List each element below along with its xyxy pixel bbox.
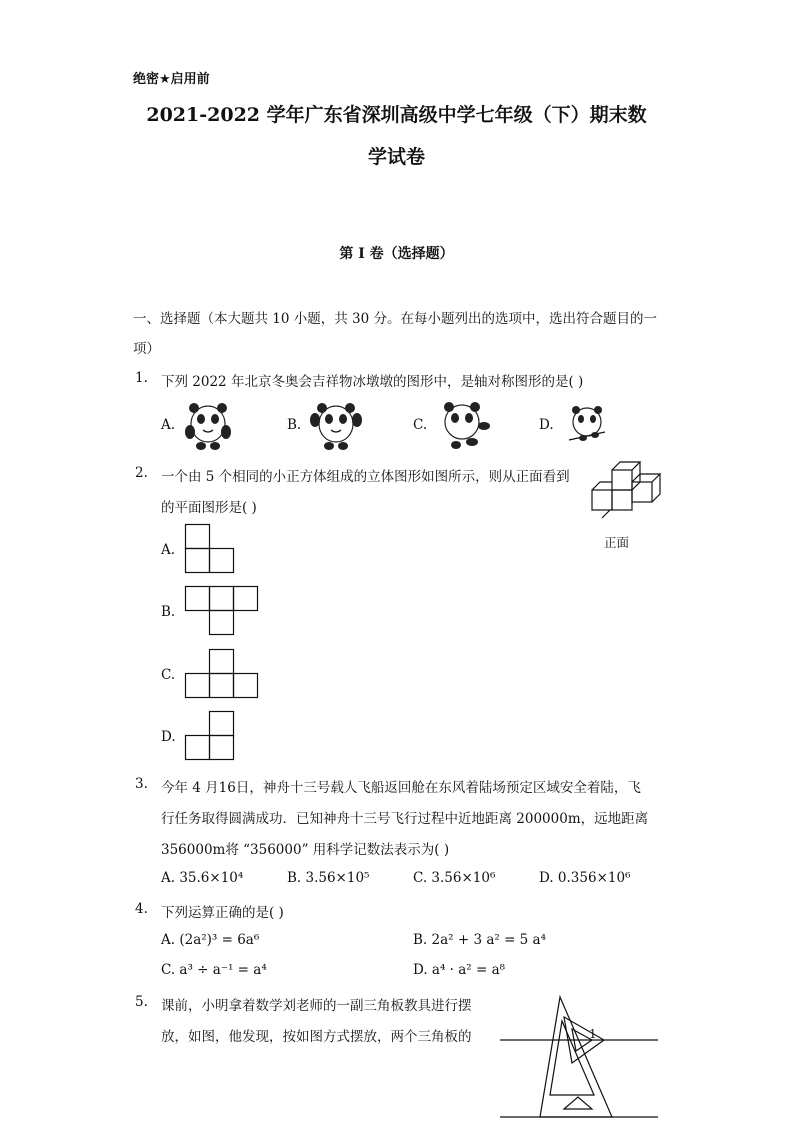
q3-option-d[interactable]: D. 0.356×10⁶ xyxy=(539,870,631,886)
q5-text-line1: 课前，小明拿着数学刘老师的一副三角板教具进行摆 xyxy=(161,998,472,1014)
q3-option-b[interactable]: B. 3.56×10⁵ xyxy=(287,870,370,886)
q5-triangle-figure xyxy=(500,995,660,1119)
q2-text-line2: 的平面图形是( ) xyxy=(161,500,257,516)
q2-option-d-figure xyxy=(185,711,235,761)
q4-option-d[interactable]: D. a⁴ · a² = a⁸ xyxy=(413,962,506,978)
q2-front-view-label: 正面 xyxy=(604,535,630,550)
q2-number: 2. xyxy=(135,465,148,481)
section-title: 第 I 卷（选择题） xyxy=(339,246,454,262)
q2-text-line1: 一个由 5 个相同的小正方体组成的立体图形如图所示，则从正面看到 xyxy=(161,469,570,485)
q4-option-b[interactable]: B. 2a² + 3 a² = 5 a⁴ xyxy=(413,932,547,948)
q4-option-a[interactable]: A. (2a²)³ = 6a⁶ xyxy=(161,932,260,948)
q4-text: 下列运算正确的是( ) xyxy=(161,905,284,921)
q2-option-c-label[interactable]: C. xyxy=(161,667,176,683)
q3-text-line2: 行任务取得圆满成功．已知神舟十三号飞行过程中近地距离 200000m，远地距离 xyxy=(161,811,649,827)
q3-option-c[interactable]: C. 3.56×10⁶ xyxy=(413,870,496,886)
exam-title-line2: 学试卷 xyxy=(367,146,425,168)
confidential-label: 绝密★启用前 xyxy=(133,72,210,87)
q2-option-a-figure xyxy=(185,524,235,574)
q1-option-b-label[interactable]: B. xyxy=(287,417,302,433)
q4-number: 4. xyxy=(135,901,148,917)
q3-text-line1: 今年 4 月16日，神舟十三号载人飞船返回舱在东风着陆场预定区域安全着陆，飞 xyxy=(161,780,641,796)
part1-heading-line1: 一、选择题（本大题共 10 小题，共 30 分。在每小题列出的选项中，选出符合题目的一 xyxy=(133,311,658,327)
part1-heading-line2: 项） xyxy=(133,341,160,357)
q3-number: 3. xyxy=(135,776,148,792)
q1-text: 下列 2022 年北京冬奥会吉祥物冰墩墩的图形中，是轴对称图形的是( ) xyxy=(161,374,584,390)
q3-text-line3: 356000m将 “356000” 用科学记数法表示为( ) xyxy=(161,842,450,858)
q1-option-a-label[interactable]: A. xyxy=(161,417,176,433)
q2-option-b-label[interactable]: B. xyxy=(161,604,176,620)
q5-text-line2: 放，如图，他发现，按如图方式摆放，两个三角板的 xyxy=(161,1029,472,1045)
q4-option-c[interactable]: C. a³ ÷ a⁻¹ = a⁴ xyxy=(161,962,267,978)
q1-option-c-panda-image xyxy=(438,398,490,450)
q3-option-a[interactable]: A. 35.6×10⁴ xyxy=(161,870,244,886)
q2-option-b-figure xyxy=(185,586,259,636)
q5-angle-label: 1 xyxy=(589,1027,597,1041)
q1-number: 1. xyxy=(135,370,148,386)
exam-title-line1: 2021-2022 学年广东省深圳高级中学七年级（下）期末数 xyxy=(146,104,647,126)
q2-option-a-label[interactable]: A. xyxy=(161,542,176,558)
q5-number: 5. xyxy=(135,994,148,1010)
q2-option-c-figure xyxy=(185,649,259,699)
q1-option-c-label[interactable]: C. xyxy=(413,417,428,433)
q1-option-d-label[interactable]: D. xyxy=(539,417,554,433)
q1-option-a-panda-image xyxy=(184,398,232,450)
q2-option-d-label[interactable]: D. xyxy=(161,729,176,745)
q1-option-b-panda-image xyxy=(312,398,360,450)
q1-option-d-panda-image xyxy=(565,402,609,446)
